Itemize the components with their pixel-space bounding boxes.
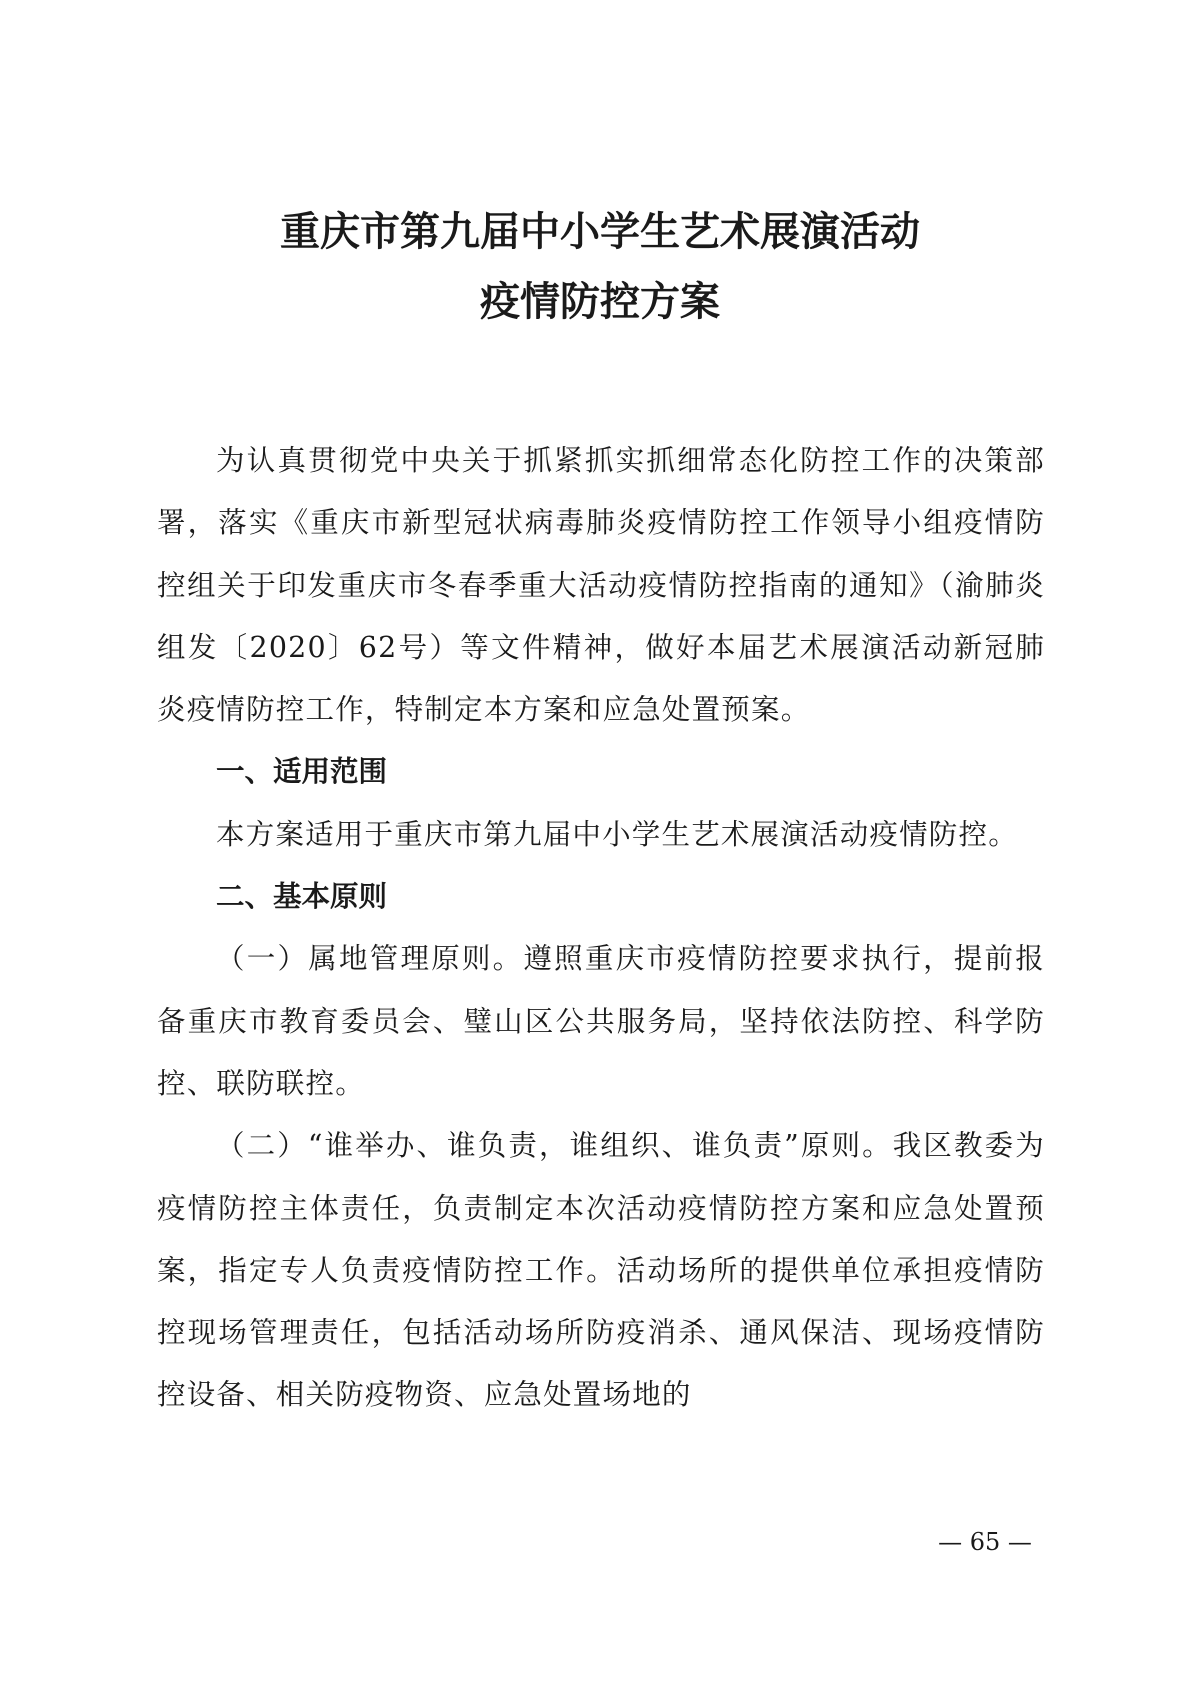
section-heading-scope: 一、适用范围 <box>216 755 388 789</box>
scope-paragraph: 本方案适用于重庆市第九届中小学生艺术展演活动疫情防控。 <box>216 817 1018 851</box>
title-line-1: 重庆市第九届中小学生艺术展演活动 <box>280 209 920 255</box>
title-line-2: 疫情防控方案 <box>480 279 720 325</box>
document-title <box>0 209 1200 325</box>
section-heading-principles: 二、基本原则 <box>216 880 388 914</box>
document-body <box>157 430 1045 1427</box>
intro-paragraph: 为认真贯彻党中央关于抓紧抓实抓细常态化防控工作的决策部署，落实《重庆市新型冠状病毒肺炎疫情防控工作领导小组疫情防控组关于印发重庆市冬春季重大活动疫情防控指南的通知》（渝肺炎组发〔2020〕62号）等文件精神，做好本届艺术展演活动新冠肺炎疫情防控工作，特制定本方案和应急处置预案。 <box>157 444 1045 727</box>
principle-2-paragraph: （二）“谁举办、谁负责，谁组织、谁负责”原则。我区教委为疫情防控主体责任，负责制定本次活动疫情防控方案和应急处置预案，指定专人负责疫情防控工作。活动场所的提供单位承担疫情防控现场管理责任，包括活动场所防疫消杀、通风保洁、现场疫情防控设备、相关防疫物资、应急处置场地的 <box>157 1129 1045 1412</box>
page-number: — 65 — <box>938 1528 1032 1556</box>
principle-1-paragraph: （一）属地管理原则。遵照重庆市疫情防控要求执行，提前报备重庆市教育委员会、璧山区公共服务局，坚持依法防控、科学防控、联防联控。 <box>157 942 1045 1100</box>
